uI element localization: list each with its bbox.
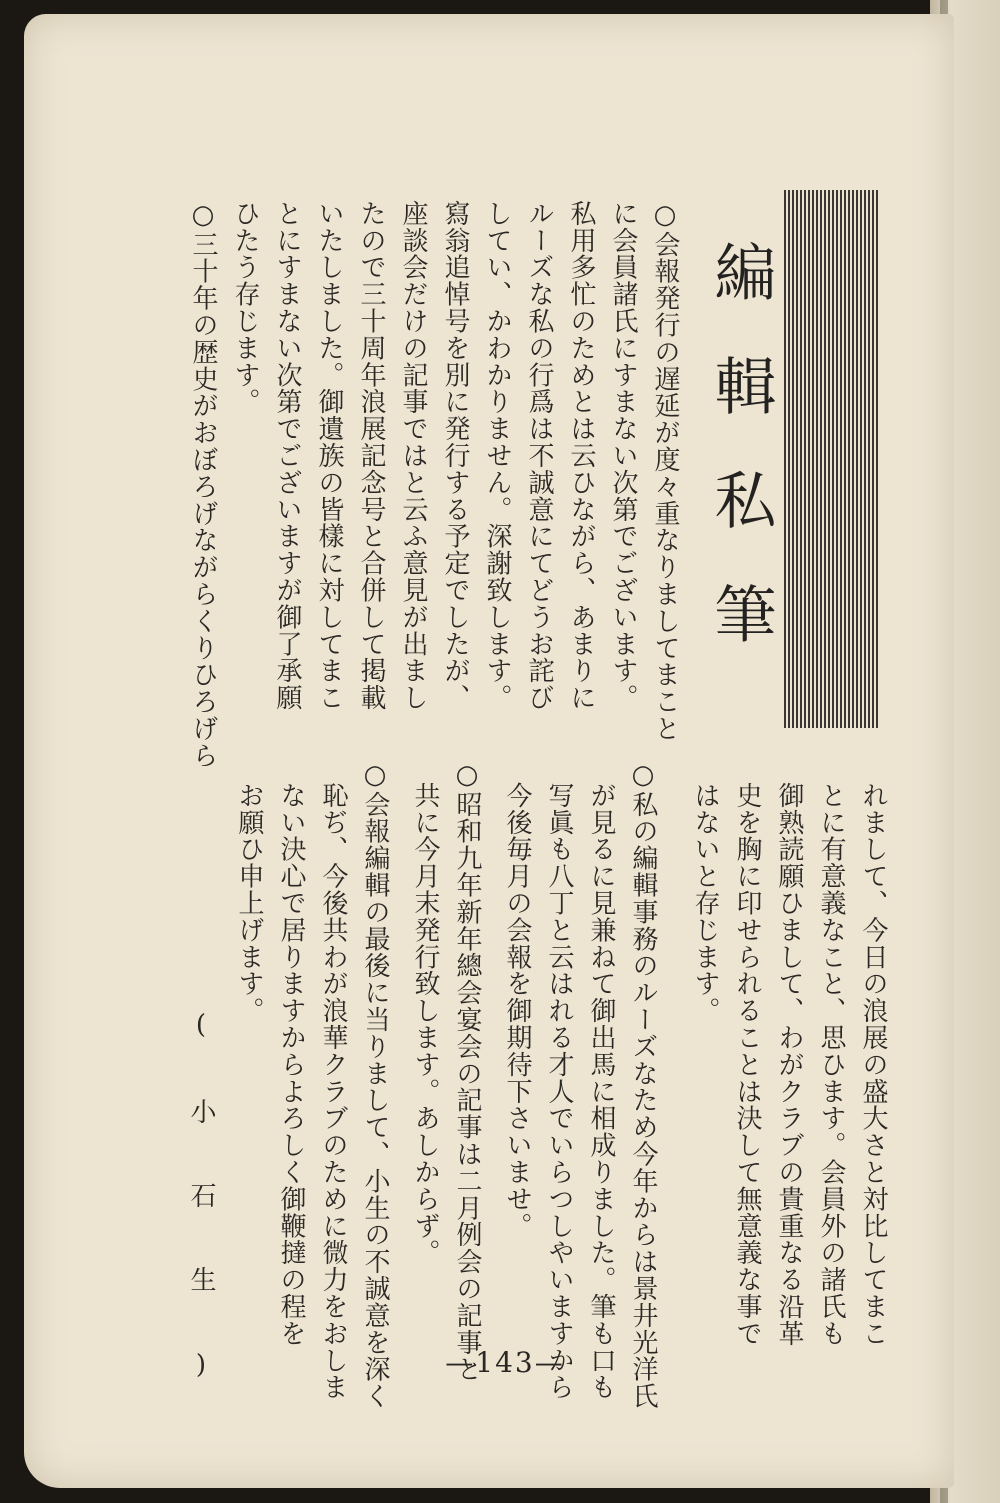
text-column: 史を胸に印せられることは決して無意義な事で xyxy=(732,782,762,1347)
title-ornament-band xyxy=(784,190,880,728)
text-column: に会員諸氏にすまない次第でございます。 xyxy=(608,200,638,712)
text-column: お願ひ申上げます。 xyxy=(234,782,264,1025)
text-column: 御熟読願ひまして、わがクラブの貴重なる沿革 xyxy=(774,782,804,1347)
text-column: 寫翁追悼号を別に発行する予定でしたが、 xyxy=(440,200,470,712)
text-column: いたしました。御遺族の皆樣に対してまこ xyxy=(314,200,344,712)
text-column: はないと存じます。 xyxy=(690,782,720,1025)
text-column: 恥ぢ、今後共わが浪華クラブのために微力をおしま xyxy=(318,782,348,1401)
text-column: ○会報編輯の最後に当りまして、小生の不誠意を深く xyxy=(360,760,390,1410)
text-column: ない決心で居りますからよろしく御鞭撻の程を xyxy=(276,782,306,1347)
text-column: ○会報発行の遅延が度々重なりましてまこと xyxy=(650,200,680,742)
page-title: 編輯私筆 xyxy=(704,240,777,696)
text-column: たので三十周年浪展記念号と合併して掲載 xyxy=(356,200,386,712)
text-column: 今後毎月の会報を御期待下さいませ。 xyxy=(502,782,532,1240)
text-column: ○昭和九年新年總会宴会の記事は二月例会の記事と xyxy=(452,760,482,1383)
text-column: ひたう存じます。 xyxy=(230,200,260,416)
text-column: 私用多忙のためとは云ひながら、あまりに xyxy=(566,200,596,712)
text-column: れまして、今日の浪展の盛大さと対比してまこ xyxy=(858,782,888,1347)
text-column: 共に今月末発行致します。あしからず。 xyxy=(410,782,440,1267)
text-column: ○私の編輯事務のルーズなため今年からは景井光洋氏 xyxy=(628,760,658,1410)
author-signature: (小石生) xyxy=(186,1010,216,1438)
text-column: ○三十年の歴史がおぼろげながらくりひろげら xyxy=(188,200,218,769)
text-column: が見るに見兼ねて御出馬に相成りました。筆も口も xyxy=(586,782,616,1401)
page-number: —143— xyxy=(445,1346,565,1379)
text-column: とにすまない次第でございますが御了承願 xyxy=(272,200,302,712)
text-column: 座談会だけの記事ではと云ふ意見が出まし xyxy=(398,200,428,712)
text-column: とに有意義なこと、思ひます。会員外の諸氏も xyxy=(816,782,846,1347)
text-column: ルーズな私の行爲は不誠意にてどうお詫び xyxy=(524,200,554,712)
text-column: 写眞も八丁と云はれる才人でいらつしやいますから xyxy=(544,782,574,1401)
text-column: してい、かわかりません。深謝致します。 xyxy=(482,200,512,712)
